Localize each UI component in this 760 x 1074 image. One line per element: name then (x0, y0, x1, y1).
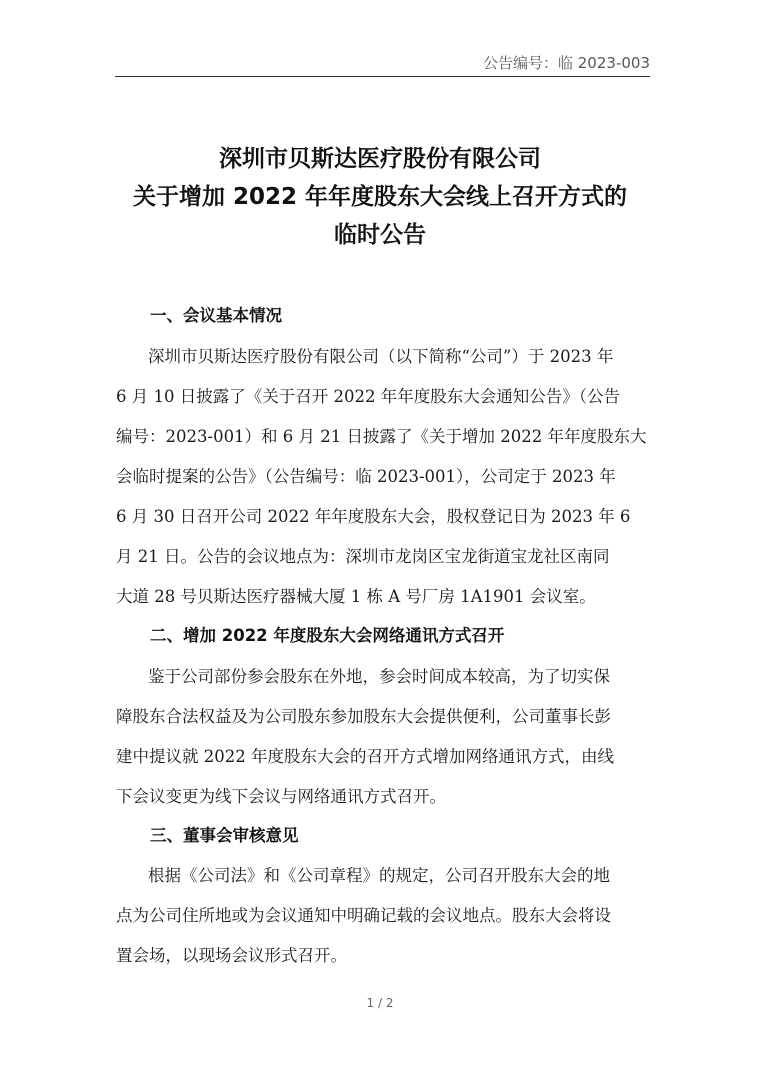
section-3-line: 置会场，以现场会议形式召开。 (116, 946, 347, 965)
title-company: 深圳市贝斯达医疗股份有限公司 (219, 146, 541, 172)
title-subject: 关于增加 2022 年年度股东大会线上召开方式的 (132, 184, 628, 210)
section-1-line: 编号：2023-001）和 6 月 21 日披露了《关于增加 2022 年年度股东大 (116, 427, 647, 446)
section-1-line: 深圳市贝斯达医疗股份有限公司（以下简称“公司”）于 2023 年 (148, 347, 614, 366)
section-2-line: 鉴于公司部份参会股东在外地，参会时间成本较高，为了切实保 (148, 667, 610, 686)
section-1-line: 月 21 日。公告的会议地点为：深圳市龙岗区宝龙街道宝龙社区南同 (116, 547, 610, 566)
section-1-line: 大道 28 号贝斯达医疗器械大厦 1 栋 A 号厂房 1A1901 会议室。 (116, 587, 596, 606)
section-3-line: 点为公司住所地或为会议通知中明确记载的会议地点。股东大会将设 (116, 906, 611, 925)
section-3-line: 根据《公司法》和《公司章程》的规定，公司召开股东大会的地 (148, 866, 610, 885)
page-number: 1 / 2 (366, 996, 394, 1010)
section-2-line: 建中提议就 2022 年度股东大会的召开方式增加网络通讯方式，由线 (116, 747, 614, 766)
section-1-heading: 一、会议基本情况 (150, 306, 282, 325)
section-1-line: 6 月 10 日披露了《关于召开 2022 年年度股东大会通知公告》（公告 (116, 387, 620, 406)
section-1-line: 6 月 30 日召开公司 2022 年年度股东大会，股权登记日为 2023 年 6 (116, 507, 631, 526)
announcement-number: 公告编号：临 2023-003 (483, 54, 650, 72)
section-2-line: 下会议变更为线下会议与网络通讯方式召开。 (116, 787, 446, 806)
section-2-line: 障股东合法权益及为公司股东参加股东大会提供便利，公司董事长彭 (116, 707, 611, 726)
section-3-heading: 三、董事会审核意见 (150, 826, 299, 845)
header-divider (115, 76, 650, 77)
title-type: 临时公告 (334, 222, 426, 248)
section-2-heading: 二、增加 2022 年度股东大会网络通讯方式召开 (150, 626, 505, 645)
section-1-line: 会临时提案的公告》（公告编号：临 2023-001），公司定于 2023 年 (116, 467, 616, 486)
